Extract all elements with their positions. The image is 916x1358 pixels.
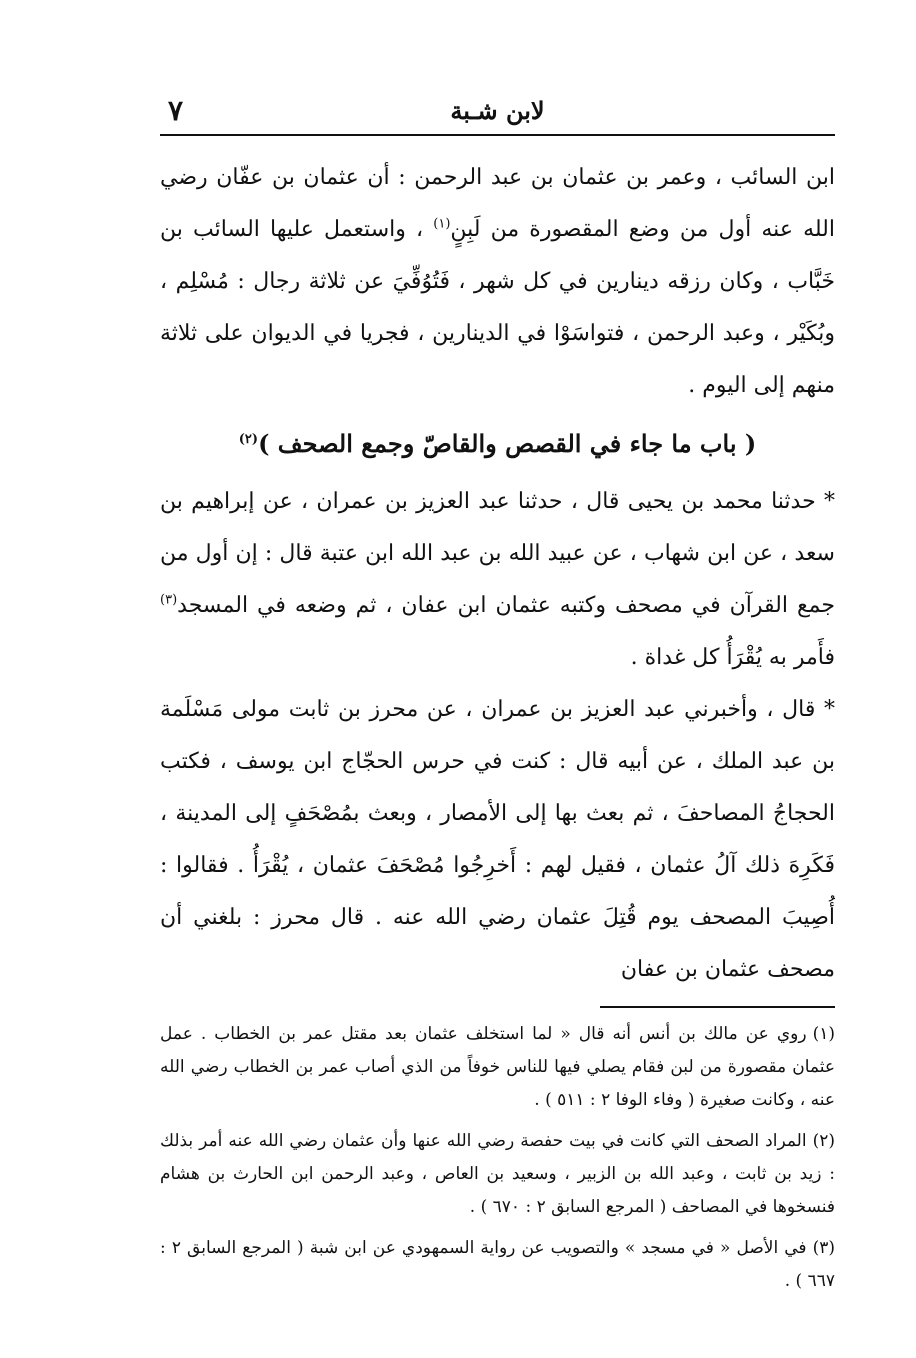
page-number: ٧ bbox=[168, 94, 184, 127]
chapter-title bbox=[160, 418, 835, 470]
footnote-ref-2: (٢) bbox=[238, 432, 259, 447]
chapter-title-text: ( باب ما جاء في القصص والقاصّ وجمع الصحف ) bbox=[258, 429, 757, 458]
footnote-2 bbox=[160, 1125, 835, 1224]
footnote-ref-1: (١) bbox=[433, 216, 451, 232]
paragraph-1-text-end: ، واستعمل عليها السائب بن خَبَّاب ، وكان رزقه دينارين في كل شهر ، فَتُوُفِّيَ عن ثلاثة رجال : مُسْلِم ، وبُكَيْر ، وعبد الرحمن ، فتواسَوْا في الدينارين ، فجريا في الديوان على ثلاثة منهم إلى اليوم . bbox=[160, 217, 835, 398]
paragraph-2-text-start: * حدثنا محمد بن يحيى قال ، حدثنا عبد العزيز بن عمران ، عن إبراهيم بن سعد ، عن ابن شهاب ، عن عبيد الله بن عبد الله ابن عتبة قال : إن أول من جمع القرآن في مصحف وكتبه عثمان ابن عفان ، ثم وضعه في المسجد bbox=[160, 489, 835, 618]
paragraph-2-text-end: فأَمر به يُقْرَأُ كل غداة . bbox=[630, 645, 835, 670]
running-title: لابن شـبة bbox=[450, 96, 545, 125]
paragraph-1 bbox=[160, 152, 835, 412]
footnote-ref-3: (٣) bbox=[160, 592, 178, 608]
page-header bbox=[160, 92, 835, 136]
paragraph-2 bbox=[160, 476, 835, 684]
footnote-text: المراد الصحف التي كانت في بيت حفصة رضي الله عنها وأن عثمان رضي الله عنه أمر بذلك : زيد بن ثابت ، وعبد الله بن الزبير ، وسعيد بن العاص ، وعبد الرحمن ابن الحارث بن هشام فنسخوها في المصاحف ( المرجع السابق ٢ : ٦٧٠ ) . bbox=[160, 1131, 835, 1217]
footnote-number: (٣) bbox=[812, 1238, 835, 1258]
footnote-number: (٢) bbox=[812, 1131, 835, 1151]
footnote-text: روي عن مالك بن أنس أنه قال « لما استخلف عثمان بعد مقتل عمر بن الخطاب . عمل عثمان مقصورة من لبن فقام يصلي فيها للناس خوفاً من الذي أصاب عمر بن الخطاب رضي الله عنه ، وكانت صغيرة ( وفاء الوفا ٢ : ٥١١ ) . bbox=[160, 1024, 835, 1110]
footnote-1 bbox=[160, 1018, 835, 1117]
book-page bbox=[160, 92, 835, 1306]
footnotes-section bbox=[160, 1018, 835, 1298]
footnote-text: في الأصل « في مسجد » والتصويب عن رواية السمهودي عن ابن شبة ( المرجع السابق ٢ : ٦٦٧ ) . bbox=[160, 1238, 835, 1291]
paragraph-1-text-start: ابن السائب ، وعمر بن عثمان بن عبد الرحمن : أن عثمان بن عفّان رضي الله عنه أول من وضع المقصورة من لَبِنٍ bbox=[160, 165, 835, 242]
footnote-separator bbox=[600, 1006, 835, 1008]
paragraph-3: * قال ، وأخبرني عبد العزيز بن عمران ، عن محرز بن ثابت مولى مَسْلَمة بن عبد الملك ، عن أبيه قال : كنت في حرس الحجّاج ابن يوسف ، فكتب الحجاجُ المصاحفَ ، ثم بعث بها إلى الأمصار ، وبعث بمُصْحَفٍ إلى المدينة ، فَكَرِهَ ذلك آلُ عثمان ، فقيل لهم : أَخرِجُوا مُصْحَفَ عثمان ، يُقْرَأُ . فقالوا : أُصِيبَ المصحف يوم قُتِلَ عثمان رضي الله عنه . قال محرز : بلغني أن مصحف عثمان بن عفان bbox=[160, 697, 835, 982]
footnote-3 bbox=[160, 1232, 835, 1298]
footnote-number: (١) bbox=[812, 1024, 835, 1044]
main-text bbox=[160, 152, 835, 996]
